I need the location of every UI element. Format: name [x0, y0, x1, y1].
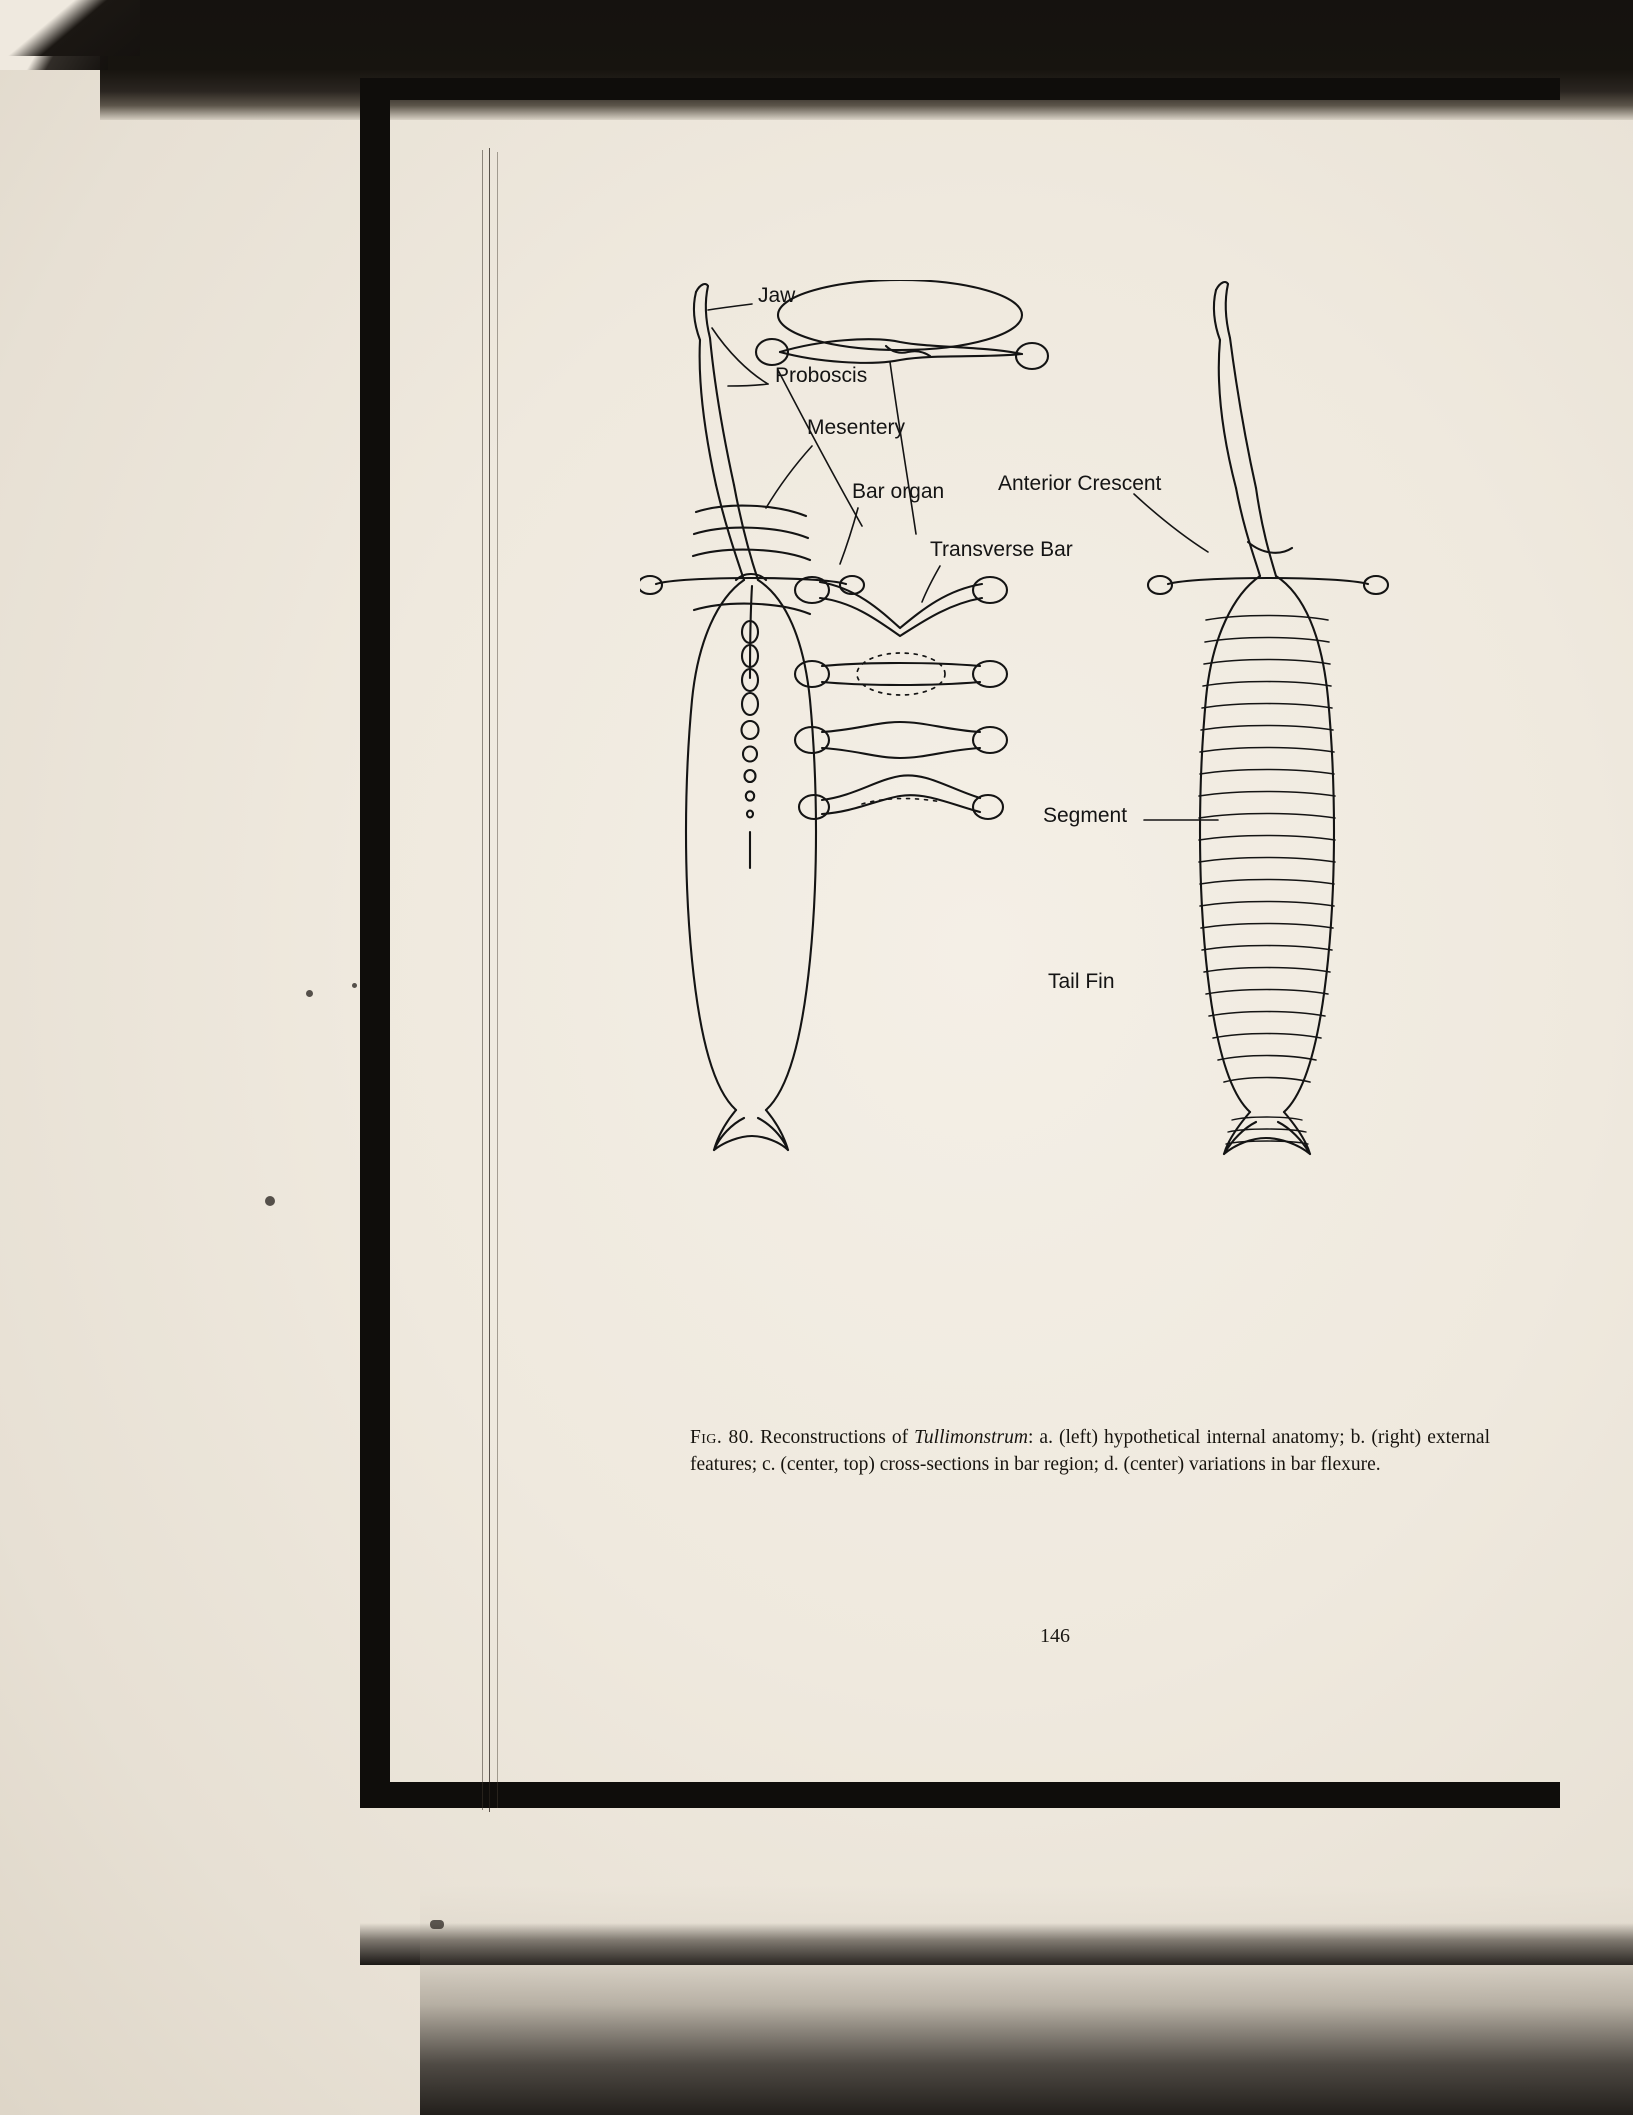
dust-speck: [352, 983, 357, 988]
page-number: 146: [1040, 1625, 1070, 1647]
gutter-line: [497, 152, 498, 1808]
figure-80: [640, 280, 1500, 1380]
figure-label-jaw: Jaw: [758, 284, 796, 307]
dust-speck: [265, 1196, 275, 1206]
figure-label-transverse-bar: Transverse Bar: [930, 538, 1073, 561]
gutter-line: [482, 150, 483, 1810]
figure-label-tail-fin: Tail Fin: [1048, 970, 1115, 993]
figure-label-segment: Segment: [1043, 804, 1128, 827]
figure-label-bar-organ: Bar organ: [852, 480, 945, 503]
caption-text-part1: Reconstructions of: [760, 1427, 915, 1448]
caption-taxon-name: Tullimonstrum: [914, 1427, 1028, 1448]
figure-label-proboscis: Proboscis: [775, 364, 868, 387]
caption-text-part2: : a. (left) hypothetical internal anatomy; b. (right) external features; c. (center, top) cross-sections in bar region; d. (center) variations in bar flexure.: [690, 1427, 1490, 1475]
caption-figure-number: Fig. 80.: [690, 1427, 755, 1448]
gutter-line: [489, 148, 490, 1812]
figure-caption: [690, 1425, 1490, 1479]
scan-bottom-shadow: [420, 1885, 1633, 2115]
dust-speck: [306, 990, 313, 997]
figure-label-anterior-crescent: Anterior Crescent: [998, 472, 1162, 495]
tullimonstrum-reconstruction-drawing: [640, 280, 1500, 1380]
figure-label-mesentery: Mesentery: [807, 416, 906, 439]
scan-corner-wedge: [0, 0, 140, 56]
